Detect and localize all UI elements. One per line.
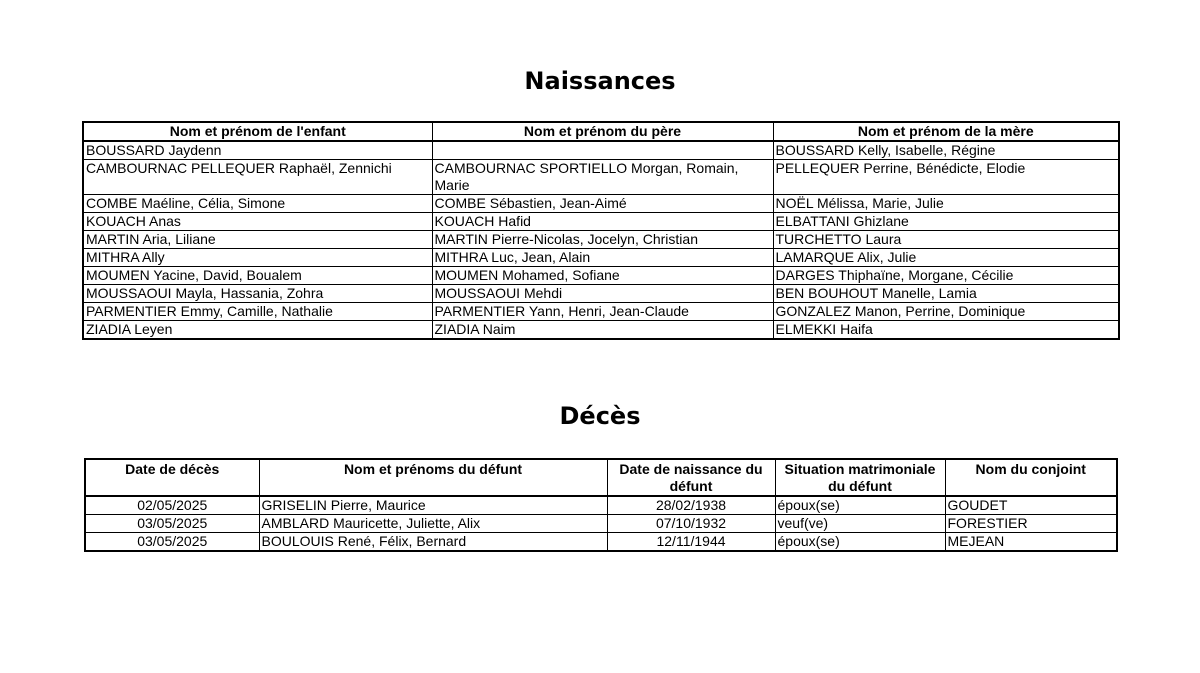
mother-name-cell: GONZALEZ Manon, Perrine, Dominique xyxy=(773,303,1119,321)
birth-date-cell: 28/02/1938 xyxy=(607,496,775,515)
header-child-name: Nom et prénom de l'enfant xyxy=(83,122,432,141)
father-name-cell: PARMENTIER Yann, Henri, Jean-Claude xyxy=(432,303,773,321)
father-name-cell: MARTIN Pierre-Nicolas, Jocelyn, Christian xyxy=(432,231,773,249)
father-name-cell: MOUSSAOUI Mehdi xyxy=(432,285,773,303)
deceased-name-cell: BOULOUIS René, Félix, Bernard xyxy=(259,533,607,552)
father-name-cell: CAMBOURNAC SPORTIELLO Morgan, Romain, Marie xyxy=(432,160,773,195)
mother-name-cell: ELBATTANI Ghizlane xyxy=(773,213,1119,231)
spouse-name-cell: FORESTIER xyxy=(945,515,1117,533)
births-header-row xyxy=(83,122,1119,141)
child-name-cell: CAMBOURNAC PELLEQUER Raphaël, Zennichi xyxy=(83,160,432,195)
mother-name-cell: TURCHETTO Laura xyxy=(773,231,1119,249)
child-name-cell: MARTIN Aria, Liliane xyxy=(83,231,432,249)
table-row xyxy=(85,496,1117,515)
marital-status-cell: époux(se) xyxy=(775,496,945,515)
father-name-cell: KOUACH Hafid xyxy=(432,213,773,231)
mother-name-cell: DARGES Thiphaïne, Morgane, Cécilie xyxy=(773,267,1119,285)
mother-name-cell: ELMEKKI Haifa xyxy=(773,321,1119,340)
marital-status-cell: veuf(ve) xyxy=(775,515,945,533)
table-row xyxy=(83,195,1119,213)
spouse-name-cell: MEJEAN xyxy=(945,533,1117,552)
table-row xyxy=(83,160,1119,195)
child-name-cell: KOUACH Anas xyxy=(83,213,432,231)
father-name-cell: MITHRA Luc, Jean, Alain xyxy=(432,249,773,267)
table-row xyxy=(83,231,1119,249)
spouse-name-cell: GOUDET xyxy=(945,496,1117,515)
child-name-cell: MOUMEN Yacine, David, Boualem xyxy=(83,267,432,285)
child-name-cell: ZIADIA Leyen xyxy=(83,321,432,340)
deceased-name-cell: GRISELIN Pierre, Maurice xyxy=(259,496,607,515)
header-spouse-name: Nom du conjoint xyxy=(945,459,1117,496)
child-name-cell: PARMENTIER Emmy, Camille, Nathalie xyxy=(83,303,432,321)
deaths-table xyxy=(84,458,1118,552)
table-row xyxy=(83,213,1119,231)
table-row xyxy=(83,285,1119,303)
father-name-cell: MOUMEN Mohamed, Sofiane xyxy=(432,267,773,285)
births-section-title: Naissances xyxy=(524,67,676,95)
table-row xyxy=(83,249,1119,267)
child-name-cell: COMBE Maéline, Célia, Simone xyxy=(83,195,432,213)
header-marital-status: Situation matrimoniale du défunt xyxy=(775,459,945,496)
deaths-header-row xyxy=(85,459,1117,496)
birth-date-cell: 12/11/1944 xyxy=(607,533,775,552)
death-date-cell: 03/05/2025 xyxy=(85,515,259,533)
mother-name-cell: BEN BOUHOUT Manelle, Lamia xyxy=(773,285,1119,303)
child-name-cell: BOUSSARD Jaydenn xyxy=(83,141,432,160)
deceased-name-cell: AMBLARD Mauricette, Juliette, Alix xyxy=(259,515,607,533)
mother-name-cell: LAMARQUE Alix, Julie xyxy=(773,249,1119,267)
father-name-cell: ZIADIA Naim xyxy=(432,321,773,340)
mother-name-cell: NOËL Mélissa, Marie, Julie xyxy=(773,195,1119,213)
births-table xyxy=(82,121,1120,340)
table-row xyxy=(83,321,1119,340)
father-name-cell xyxy=(432,141,773,160)
header-father-name: Nom et prénom du père xyxy=(432,122,773,141)
header-mother-name: Nom et prénom de la mère xyxy=(773,122,1119,141)
table-row xyxy=(83,267,1119,285)
mother-name-cell: PELLEQUER Perrine, Bénédicte, Elodie xyxy=(773,160,1119,195)
deaths-section-title: Décès xyxy=(559,402,641,430)
mother-name-cell: BOUSSARD Kelly, Isabelle, Régine xyxy=(773,141,1119,160)
death-date-cell: 03/05/2025 xyxy=(85,533,259,552)
child-name-cell: MITHRA Ally xyxy=(83,249,432,267)
death-date-cell: 02/05/2025 xyxy=(85,496,259,515)
header-birth-date: Date de naissance du défunt xyxy=(607,459,775,496)
table-row xyxy=(85,515,1117,533)
marital-status-cell: époux(se) xyxy=(775,533,945,552)
table-row xyxy=(83,141,1119,160)
header-death-date: Date de décès xyxy=(85,459,259,496)
father-name-cell: COMBE Sébastien, Jean-Aimé xyxy=(432,195,773,213)
birth-date-cell: 07/10/1932 xyxy=(607,515,775,533)
child-name-cell: MOUSSAOUI Mayla, Hassania, Zohra xyxy=(83,285,432,303)
header-deceased-name: Nom et prénoms du défunt xyxy=(259,459,607,496)
table-row xyxy=(83,303,1119,321)
table-row xyxy=(85,533,1117,552)
